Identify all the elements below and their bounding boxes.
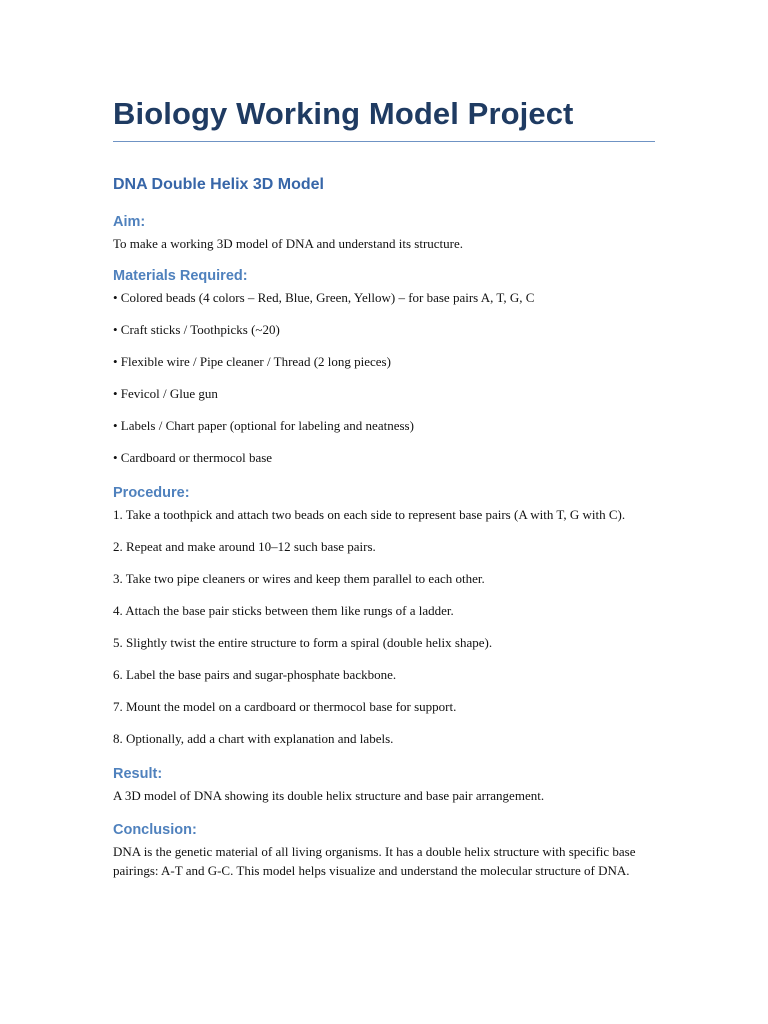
- document-subtitle: DNA Double Helix 3D Model: [113, 176, 324, 193]
- aim-section: [113, 212, 655, 253]
- list-item: • Craft sticks / Toothpicks (~20): [113, 322, 280, 337]
- document-title: Biology Working Model Project: [113, 94, 655, 142]
- materials-list: [113, 288, 655, 467]
- conclusion-section: [113, 820, 655, 880]
- materials-heading: Materials Required:: [113, 268, 248, 284]
- conclusion-text: DNA is the genetic material of all living organisms. It has a double helix structure with specific base pairings: A-T and G-C. This model helps visualize and understand the molecular structure of DNA.: [113, 844, 636, 878]
- list-item: • Labels / Chart paper (optional for labeling and neatness): [113, 418, 414, 433]
- procedure-step: 8. Optionally, add a chart with explanation and labels.: [113, 731, 394, 746]
- list-item: • Fevicol / Glue gun: [113, 386, 218, 401]
- procedure-step: 7. Mount the model on a cardboard or thermocol base for support.: [113, 699, 457, 714]
- procedure-section: [113, 483, 655, 748]
- list-item: • Cardboard or thermocol base: [113, 450, 273, 465]
- result-section: [113, 764, 655, 805]
- aim-heading: Aim:: [113, 214, 146, 230]
- aim-text: To make a working 3D model of DNA and understand its structure.: [113, 236, 464, 251]
- procedure-heading: Procedure:: [113, 485, 190, 501]
- procedure-step: 1. Take a toothpick and attach two beads on each side to represent base pairs (A with T, G with C).: [113, 507, 626, 522]
- result-heading: Result:: [113, 766, 163, 782]
- result-text: A 3D model of DNA showing its double helix structure and base pair arrangement.: [113, 788, 545, 803]
- procedure-step: 4. Attach the base pair sticks between them like rungs of a ladder.: [113, 603, 454, 618]
- document-page: [113, 94, 655, 880]
- procedure-step: 6. Label the base pairs and sugar-phosphate backbone.: [113, 667, 397, 682]
- conclusion-heading: Conclusion:: [113, 822, 197, 838]
- procedure-step: 3. Take two pipe cleaners or wires and keep them parallel to each other.: [113, 571, 485, 586]
- materials-section: [113, 266, 655, 467]
- procedure-step: 2. Repeat and make around 10–12 such base pairs.: [113, 539, 376, 554]
- procedure-steps: [113, 505, 655, 748]
- procedure-step: 5. Slightly twist the entire structure to form a spiral (double helix shape).: [113, 635, 493, 650]
- list-item: • Colored beads (4 colors – Red, Blue, Green, Yellow) – for base pairs A, T, G, C: [113, 290, 535, 305]
- list-item: • Flexible wire / Pipe cleaner / Thread (2 long pieces): [113, 354, 391, 369]
